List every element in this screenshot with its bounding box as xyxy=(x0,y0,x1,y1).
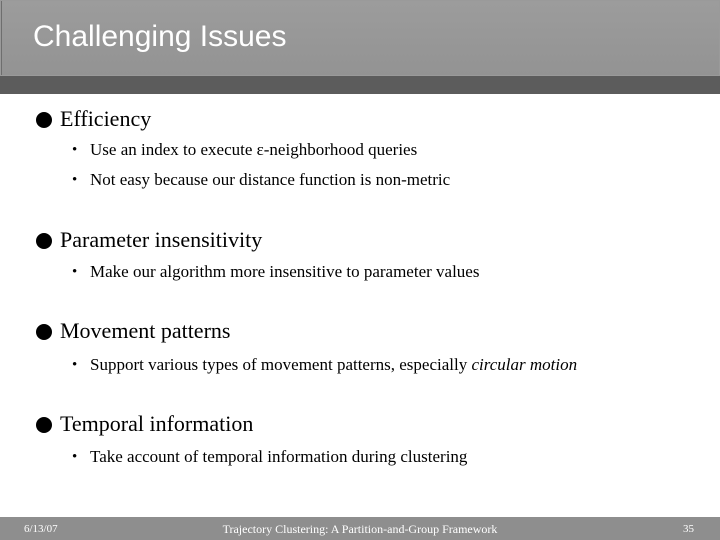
bullet-dot-icon: • xyxy=(72,264,78,280)
footer-date: 6/13/07 xyxy=(24,523,58,535)
bullet-icon xyxy=(36,233,52,249)
bullet-dot-icon: • xyxy=(72,357,78,373)
bullet-icon xyxy=(36,417,52,433)
bullet-dot-icon: • xyxy=(72,172,78,188)
bullet-dot-icon: • xyxy=(72,449,78,465)
list-item-text: Support various types of movement patterns, especially xyxy=(90,355,472,374)
title-divider xyxy=(0,76,720,94)
title-bar xyxy=(0,0,720,76)
list-item-emphasis: circular motion xyxy=(471,355,578,374)
footer-bar xyxy=(0,517,720,540)
list-item: Use an index to execute ε-neighborhood queries xyxy=(90,140,418,159)
section-heading: Temporal information xyxy=(60,411,254,436)
slide-title: Challenging Issues xyxy=(33,20,287,53)
section-heading: Efficiency xyxy=(60,106,152,131)
list-item: Not easy because our distance function is non-metric xyxy=(90,170,451,189)
bullet-dot-icon: • xyxy=(72,142,78,158)
section-heading: Parameter insensitivity xyxy=(60,227,263,252)
bullet-icon xyxy=(36,324,52,340)
footer-title: Trajectory Clustering: A Partition-and-Group Framework xyxy=(222,522,498,536)
section-heading: Movement patterns xyxy=(60,318,231,343)
page-number: 35 xyxy=(683,523,694,535)
bullet-icon xyxy=(36,112,52,128)
list-item xyxy=(90,355,577,375)
list-item: Make our algorithm more insensitive to parameter values xyxy=(90,262,480,281)
list-item: Take account of temporal information during clustering xyxy=(90,447,468,466)
